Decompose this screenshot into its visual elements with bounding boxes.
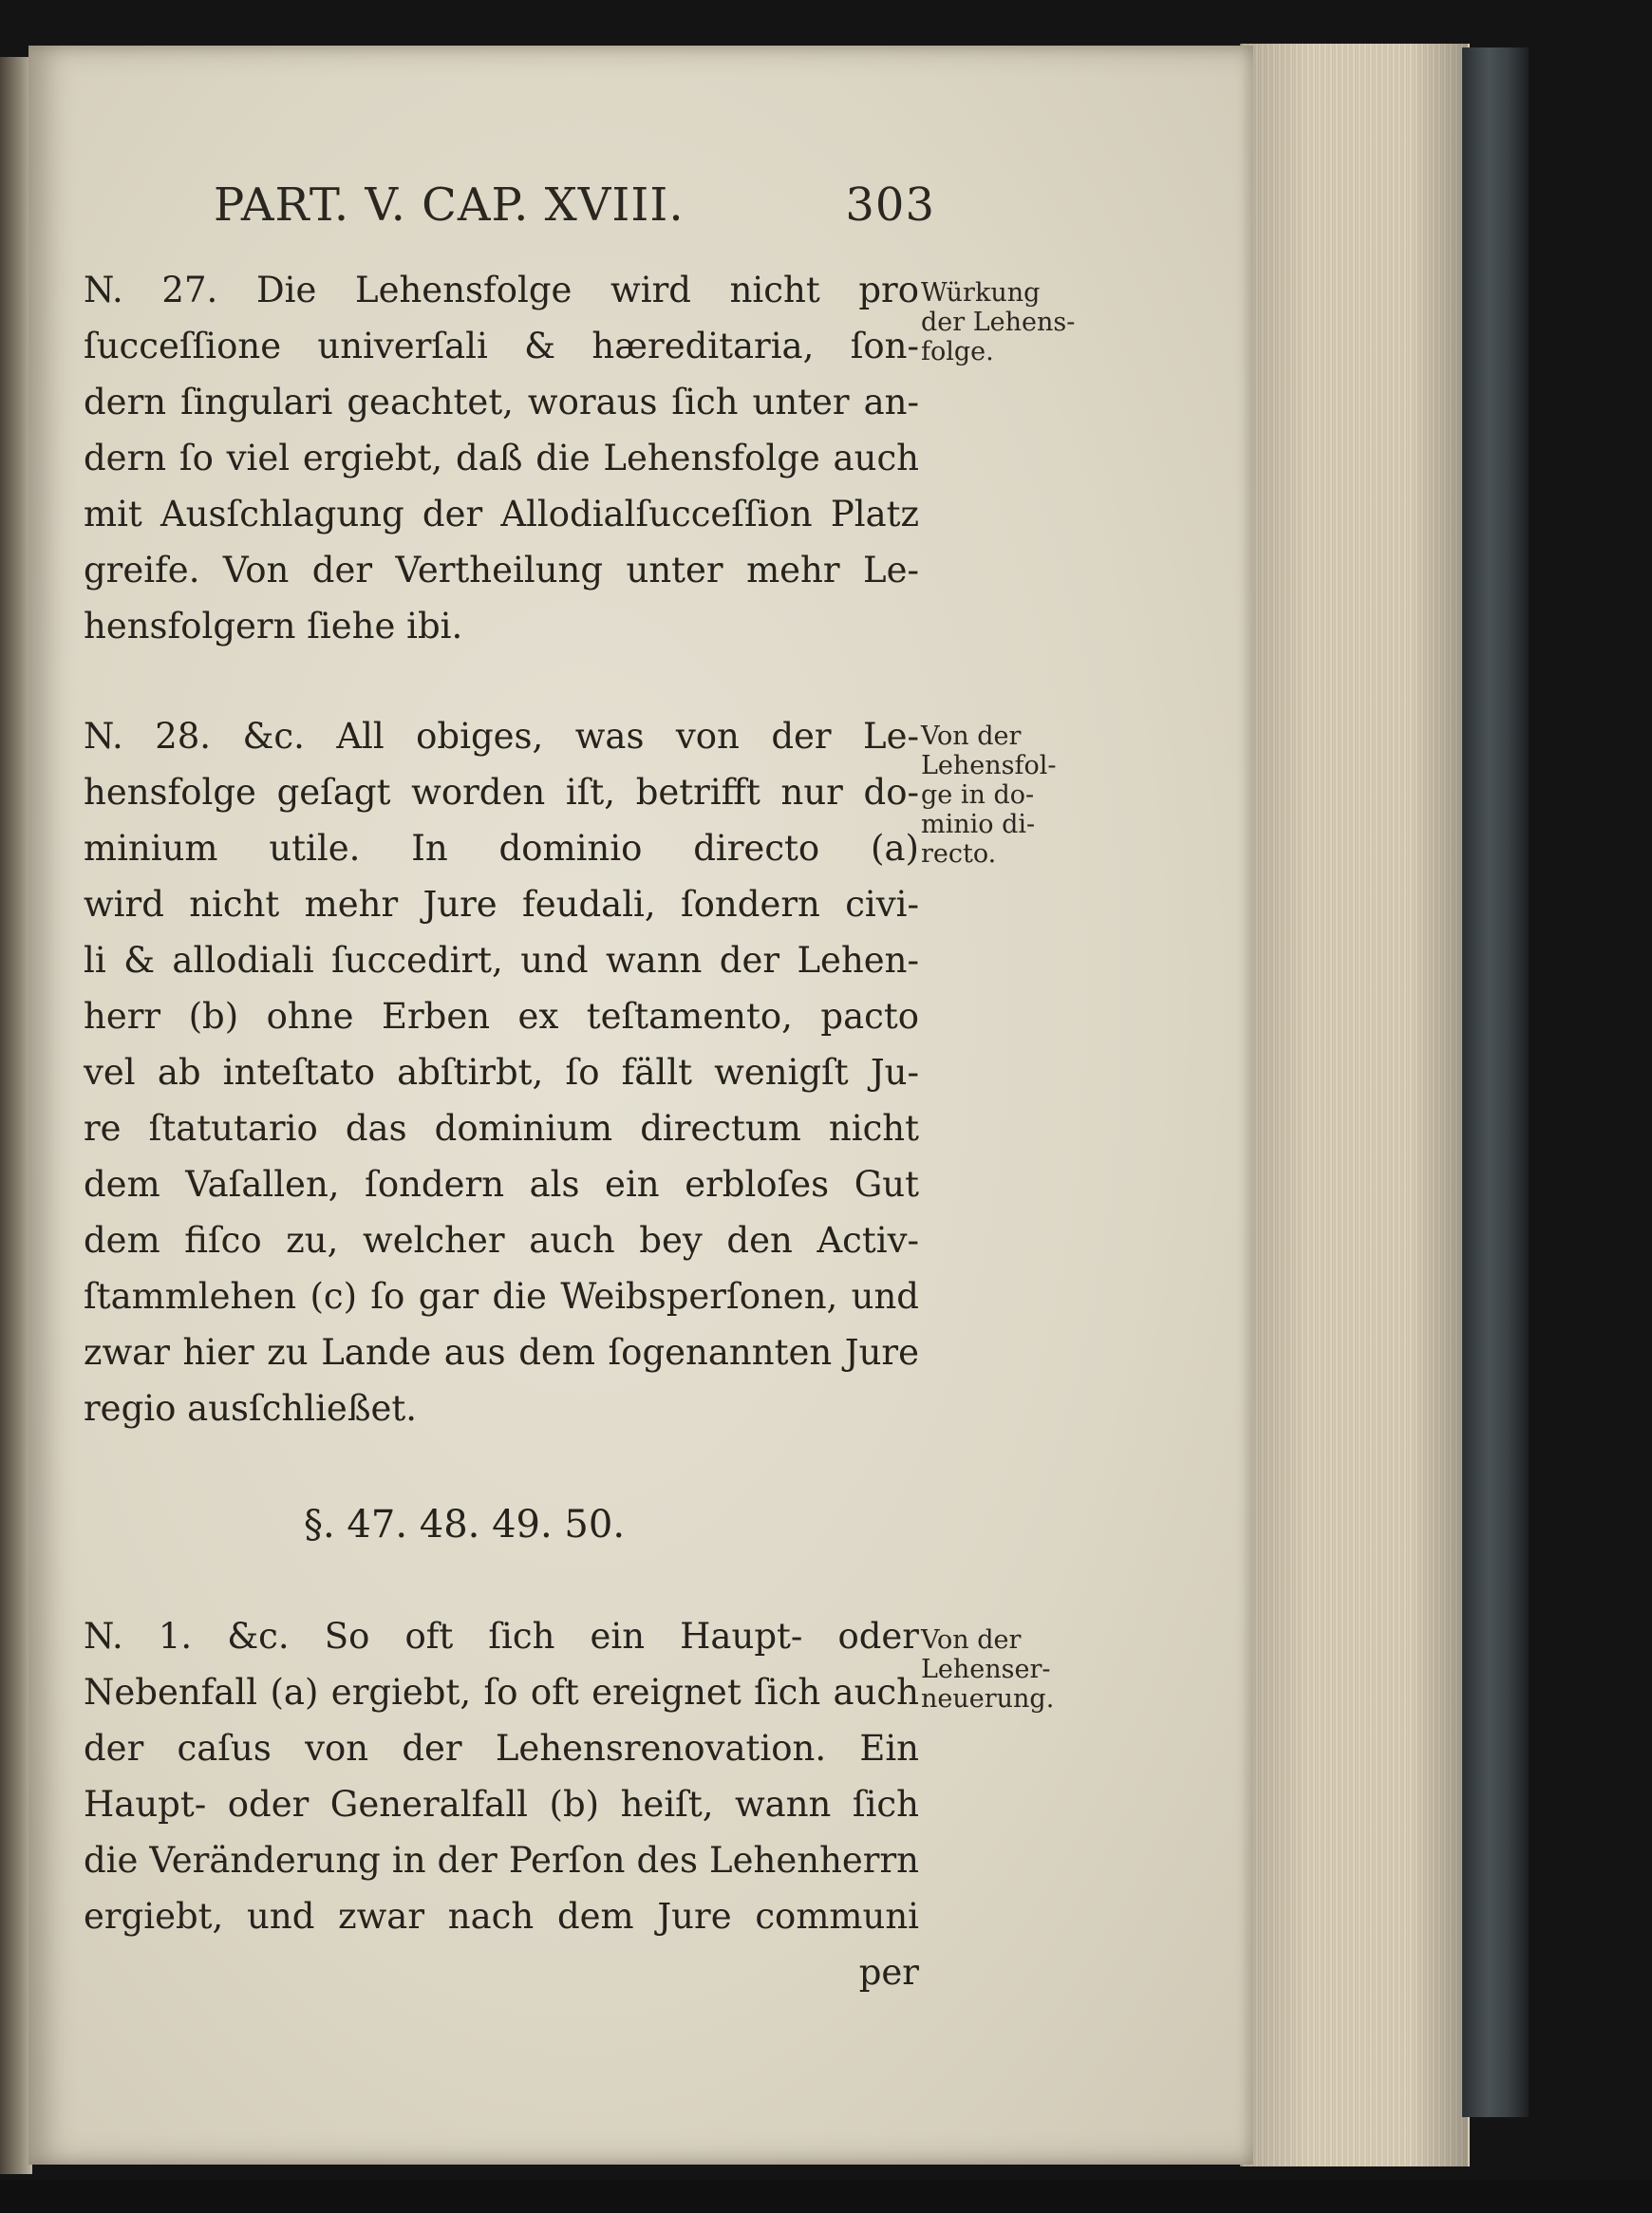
left-page-edge: [0, 57, 32, 2174]
margin-note-dominio-directo: [921, 722, 1082, 869]
text-line: der caſus von der Lehensrenovation. Ein: [84, 1728, 919, 1769]
text-line: dem Vaſallen, ſondern als ein erbloſes Gut: [84, 1164, 919, 1205]
text-line: ergiebt, und zwar nach dem Jure communi: [84, 1896, 919, 1937]
margin-note-wuerkung: [921, 278, 1082, 366]
scan-bottom-border: [0, 2180, 1652, 2213]
running-head: [214, 178, 935, 232]
margin-note-line: recto.: [921, 839, 997, 869]
margin-note-line: Lehenser-: [921, 1655, 1051, 1684]
page-number: 303: [845, 178, 935, 232]
text-line: li & allodiali ſuccedirt, und wann der Lehen-: [84, 940, 919, 981]
margin-note-line: folge.: [921, 337, 994, 366]
text-line: die Veränderung in der Perſon des Lehenherrn: [84, 1840, 919, 1881]
text-line: dern ſo viel ergiebt, daß die Lehensfolge auch: [84, 438, 919, 478]
text-line: dern ſingulari geachtet, woraus ſich unter an-: [84, 382, 919, 422]
text-line: hensfolgern ſiehe ibi.: [84, 606, 463, 647]
margin-note-line: ge in do-: [921, 780, 1035, 810]
margin-note-line: minio di-: [921, 810, 1036, 839]
margin-note-line: der Lehens-: [921, 308, 1076, 337]
margin-note-lehenserneuerung: [921, 1625, 1082, 1714]
text-line: zwar hier zu Lande aus dem ſogenannten Jure: [84, 1332, 919, 1373]
margin-note-line: neuerung.: [921, 1684, 1055, 1714]
text-line: N. 1. &c. So oft ſich ein Haupt- oder: [84, 1616, 919, 1657]
text-line: ſucceſſione univerſali & hæreditaria, ſon-: [84, 326, 919, 366]
text-line: minium utile. In dominio directo (a): [84, 828, 919, 869]
paragraph-n27: [84, 262, 919, 654]
text-line: vel ab inteſtato abſtirbt, ſo fällt wenigſt Ju-: [84, 1052, 919, 1093]
text-line: N. 27. Die Lehensfolge wird nicht pro: [84, 270, 919, 310]
text-line: ſtammlehen (c) ſo gar die Weibsperſonen, und: [84, 1276, 919, 1317]
text-line: mit Ausſchlagung der Allodialſucceſſion Platz: [84, 494, 919, 534]
text-line: herr (b) ohne Erben ex teſtamento, pacto: [84, 996, 919, 1037]
margin-note-line: Würkung: [921, 278, 1041, 308]
paragraph-n28: [84, 708, 919, 1436]
book-binding: [1462, 47, 1529, 2117]
text-line: N. 28. &c. All obiges, was von der Le-: [84, 716, 919, 757]
text-line: re ſtatutario das dominium directum nicht: [84, 1108, 919, 1149]
text-line: regio ausſchließet.: [84, 1388, 418, 1429]
text-line: hensfolge geſagt worden iſt, betrifft nur do-: [84, 772, 919, 813]
margin-note-line: Lehensfol-: [921, 751, 1057, 780]
text-line: greife. Von der Vertheilung unter mehr Le-: [84, 550, 919, 591]
running-head-title: PART. V. CAP. XVIII.: [214, 178, 685, 232]
margin-note-line: Von der: [921, 722, 1022, 751]
fore-edge-shading: [1240, 44, 1468, 2166]
text-line: Haupt- oder Generalfall (b) heiſt, wann ſich: [84, 1784, 919, 1825]
catchword: per: [858, 1952, 919, 1993]
text-line: Nebenfall (a) ergiebt, ſo oft ereignet ſich auch: [84, 1672, 919, 1713]
paragraph-n1: [84, 1608, 919, 2000]
text-line: dem fiſco zu, welcher auch bey den Activ-: [84, 1220, 919, 1261]
margin-note-line: Von der: [921, 1625, 1022, 1655]
text-line: wird nicht mehr Jure feudali, ſondern civi-: [84, 884, 919, 925]
section-heading: §. 47. 48. 49. 50.: [304, 1503, 626, 1547]
